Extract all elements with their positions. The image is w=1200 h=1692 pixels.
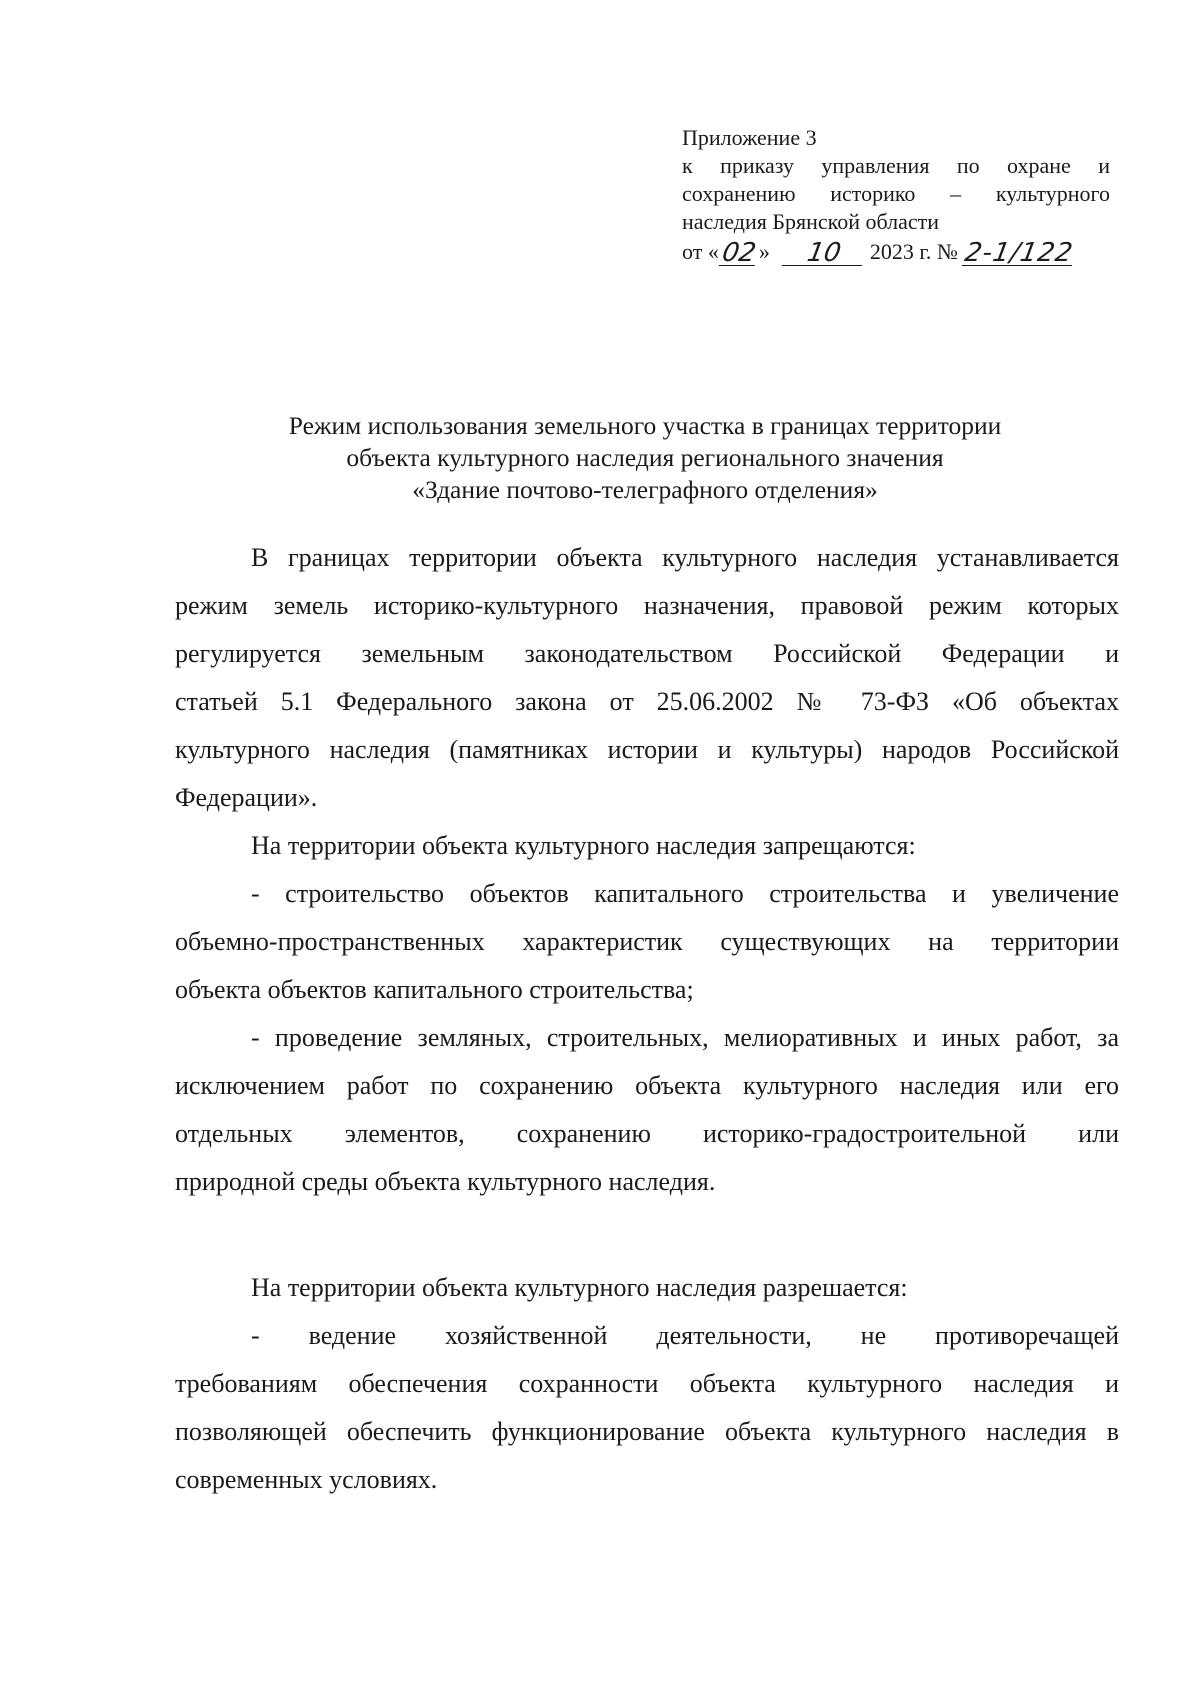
text-line: Федерации».	[175, 783, 318, 812]
date-year: 2023 г. №	[869, 239, 958, 264]
title-line: Режим использования земельного участка в границах территории	[288, 411, 1002, 440]
text-line: В границах территории объекта культурного наследия устанавливается	[251, 543, 1119, 572]
paragraph-prohibited-construction	[175, 870, 1119, 1014]
text-line: культурного наследия (памятниках истории и культуры) народов Российской	[175, 735, 1119, 764]
appendix-line: сохранению историко – культурного	[682, 181, 1110, 206]
text-line: статьей 5.1 Федерального закона от 25.06.2002 № 73-ФЗ «Об объектах	[175, 687, 1119, 716]
appendix-header	[682, 124, 1110, 266]
paragraph-allowed-heading	[175, 1264, 1119, 1312]
text-line: требованиям обеспечения сохранности объекта культурного наследия и	[175, 1369, 1119, 1398]
text-line: исключением работ по сохранению объекта культурного наследия или его	[175, 1071, 1119, 1100]
paragraph-prohibited-works	[175, 1014, 1119, 1206]
handwritten-month: 10	[782, 241, 866, 266]
text-line: позволяющей обеспечить функционирование объекта культурного наследия в	[175, 1417, 1119, 1446]
appendix-line: к приказу управления по охране и	[682, 153, 1110, 178]
document-title	[160, 410, 1130, 506]
text-line: режим земель историко-культурного назначения, правовой режим которых	[175, 591, 1119, 620]
title-line: объекта культурного наследия регионального значения	[346, 443, 944, 472]
handwritten-order-number: 2-1/122	[962, 238, 1076, 268]
text-line: регулируется земельным законодательством Российской Федерации и	[175, 639, 1119, 668]
text-line: - ведение хозяйственной деятельности, не противоречащей	[251, 1321, 1119, 1350]
text-line: современных условиях.	[175, 1465, 438, 1494]
handwritten-day: 02	[719, 238, 759, 268]
paragraph-regime	[175, 534, 1119, 822]
text-line: объекта объектов капитального строительства;	[175, 975, 694, 1004]
appendix-line: наследия Брянской области	[682, 209, 940, 234]
text-line: природной среды объекта культурного наследия.	[175, 1167, 716, 1196]
text-line: - проведение земляных, строительных, мелиоративных и иных работ, за	[251, 1023, 1119, 1052]
date-prefix: от «	[682, 239, 719, 264]
order-date-line	[682, 236, 1110, 266]
paragraph-prohibited-heading	[175, 822, 1119, 870]
appendix-line: Приложение 3	[682, 125, 817, 150]
title-line: «Здание почтово-телеграфного отделения»	[412, 475, 878, 504]
text-line: отдельных элементов, сохранению историко-градостроительной или	[175, 1119, 1119, 1148]
text-line: На территории объекта культурного наследия запрещаются:	[251, 831, 916, 860]
text-line: - строительство объектов капитального строительства и увеличение	[251, 879, 1119, 908]
paragraph-allowed-activity	[175, 1312, 1119, 1504]
text-line: объемно-пространственных характеристик существующих на территории	[175, 927, 1119, 956]
text-line: На территории объекта культурного наследия разрешается:	[251, 1273, 908, 1302]
date-quote-close: »	[758, 239, 770, 264]
